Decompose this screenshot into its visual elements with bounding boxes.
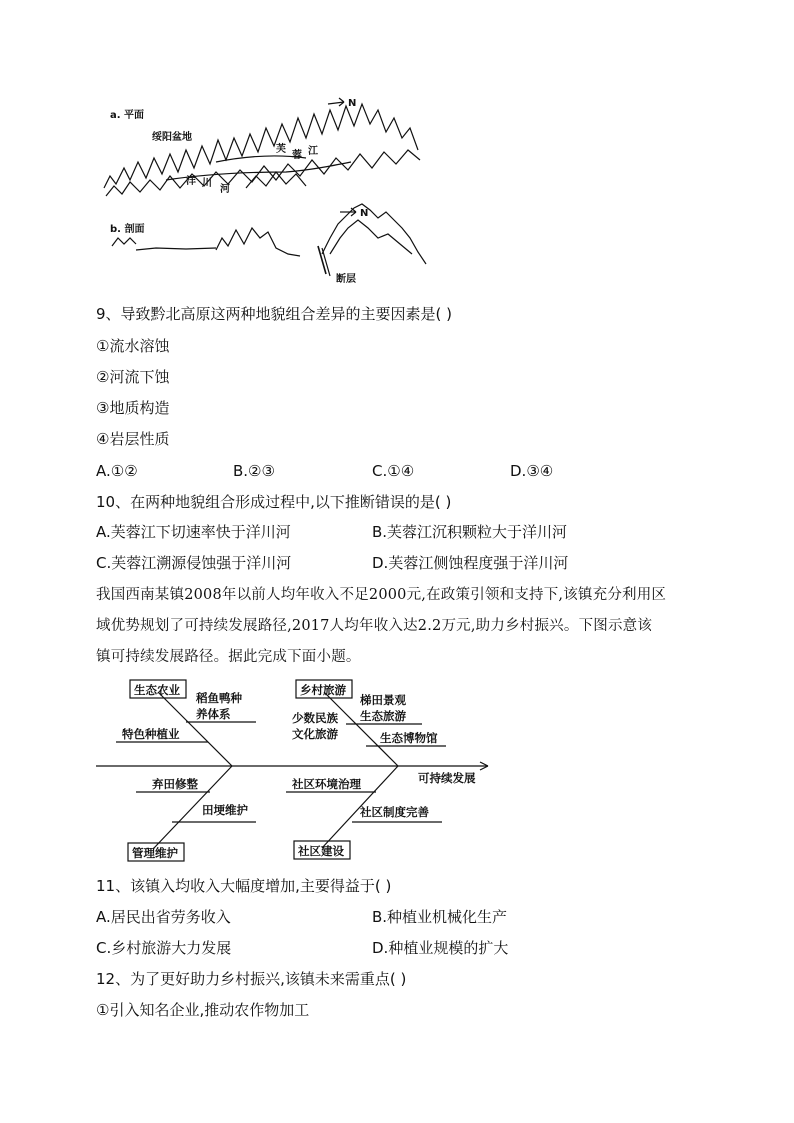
q9-option-a[interactable]: A.①② <box>96 462 138 480</box>
label-terrace-1: 梯田景观 <box>360 693 406 707</box>
landform-figure <box>96 88 446 288</box>
q11-option-a[interactable]: A.居民出省劳务收入 <box>96 908 231 926</box>
intro-line-2: 域优势规划了可持续发展路径,2017人均年收入达2.2万元,助力乡村振兴。下图示意该 <box>96 618 653 634</box>
label-terrace-2: 生态旅游 <box>360 709 406 723</box>
q11-stem: 11、该镇入均收入大幅度增加,主要得益于( ) <box>96 877 392 895</box>
box-manage-label: 管理维护 <box>132 846 178 860</box>
river1-char-2: 川 <box>202 178 212 189</box>
box-community-label: 社区建设 <box>298 844 344 858</box>
q9-stem: 9、导致黔北高原这两种地貌组合差异的主要因素是( ) <box>96 305 453 323</box>
q10-option-a[interactable]: A.芙蓉江下切速率快于洋川河 <box>96 523 291 541</box>
label-museum: 生态博物馆 <box>380 731 438 745</box>
q12-item-1: ①引入知名企业,推动农作物加工 <box>96 1001 310 1019</box>
q11-option-b[interactable]: B.种植业机械化生产 <box>372 908 508 926</box>
label-abandoned: 弃田修整 <box>152 777 198 791</box>
label-env: 社区环境治理 <box>292 777 361 791</box>
label-minority-1: 少数民族 <box>292 711 338 725</box>
label-rice-fish-duck-1: 稻鱼鸭种 <box>196 691 242 705</box>
q10-option-d[interactable]: D.芙蓉江侧蚀程度强于洋川河 <box>372 554 569 572</box>
box-rural-tour-label: 乡村旅游 <box>300 683 346 697</box>
label-special-crop: 特色种植业 <box>122 727 180 741</box>
north-label-section: N <box>360 208 369 219</box>
q9-option-d[interactable]: D.③④ <box>510 462 554 480</box>
plan-mountains <box>104 104 420 196</box>
q10-option-b[interactable]: B.芙蓉江沉积颗粒大于洋川河 <box>372 523 568 541</box>
q11-option-c[interactable]: C.乡村旅游大力发展 <box>96 939 232 957</box>
fault-label: 断层 <box>336 274 356 285</box>
q9-option-c[interactable]: C.①④ <box>372 462 415 480</box>
q9-option-b[interactable]: B.②③ <box>233 462 275 480</box>
q9-item-1: ①流水溶蚀 <box>96 337 170 355</box>
label-goal: 可持续发展 <box>418 771 476 785</box>
q12-stem: 12、为了更好助力乡村振兴,该镇未来需重点( ) <box>96 970 407 988</box>
label-system: 社区制度完善 <box>360 805 429 819</box>
river2-char-3: 江 <box>308 146 318 157</box>
section-label: b. 剖面 <box>110 224 145 235</box>
river1-char-1: 洋 <box>186 176 196 187</box>
q9-item-3: ③地质构造 <box>96 399 170 417</box>
section-profile <box>112 204 426 276</box>
plan-label: a. 平面 <box>110 110 145 121</box>
q9-item-2: ②河流下蚀 <box>96 368 170 386</box>
q10-option-c[interactable]: C.芙蓉江溯源侵蚀强于洋川河 <box>96 554 292 572</box>
q11-option-d[interactable]: D.种植业规模的扩大 <box>372 939 509 957</box>
fishbone-diagram <box>96 676 496 864</box>
river2-char-1: 芙 <box>276 144 286 155</box>
label-rice-fish-duck-2: 养体系 <box>196 707 231 721</box>
q9-item-4: ④岩层性质 <box>96 430 170 448</box>
label-minority-2: 文化旅游 <box>292 727 338 741</box>
intro-line-1: 我国西南某镇2008年以前人均年收入不足2000元,在政策引领和支持下,该镇充分利用区 <box>96 587 667 603</box>
intro-line-3: 镇可持续发展路径。据此完成下面小题。 <box>96 649 361 665</box>
q10-stem: 10、在两种地貌组合形成过程中,以下推断错误的是( ) <box>96 493 452 511</box>
north-label-plan: N <box>348 98 357 109</box>
label-ridge: 田埂维护 <box>202 803 248 817</box>
river2-char-2: 蓉 <box>292 150 302 161</box>
river1-char-3: 河 <box>220 184 230 195</box>
box-eco-agri-label: 生态农业 <box>134 683 180 697</box>
basin-label: 绥阳盆地 <box>152 132 192 143</box>
